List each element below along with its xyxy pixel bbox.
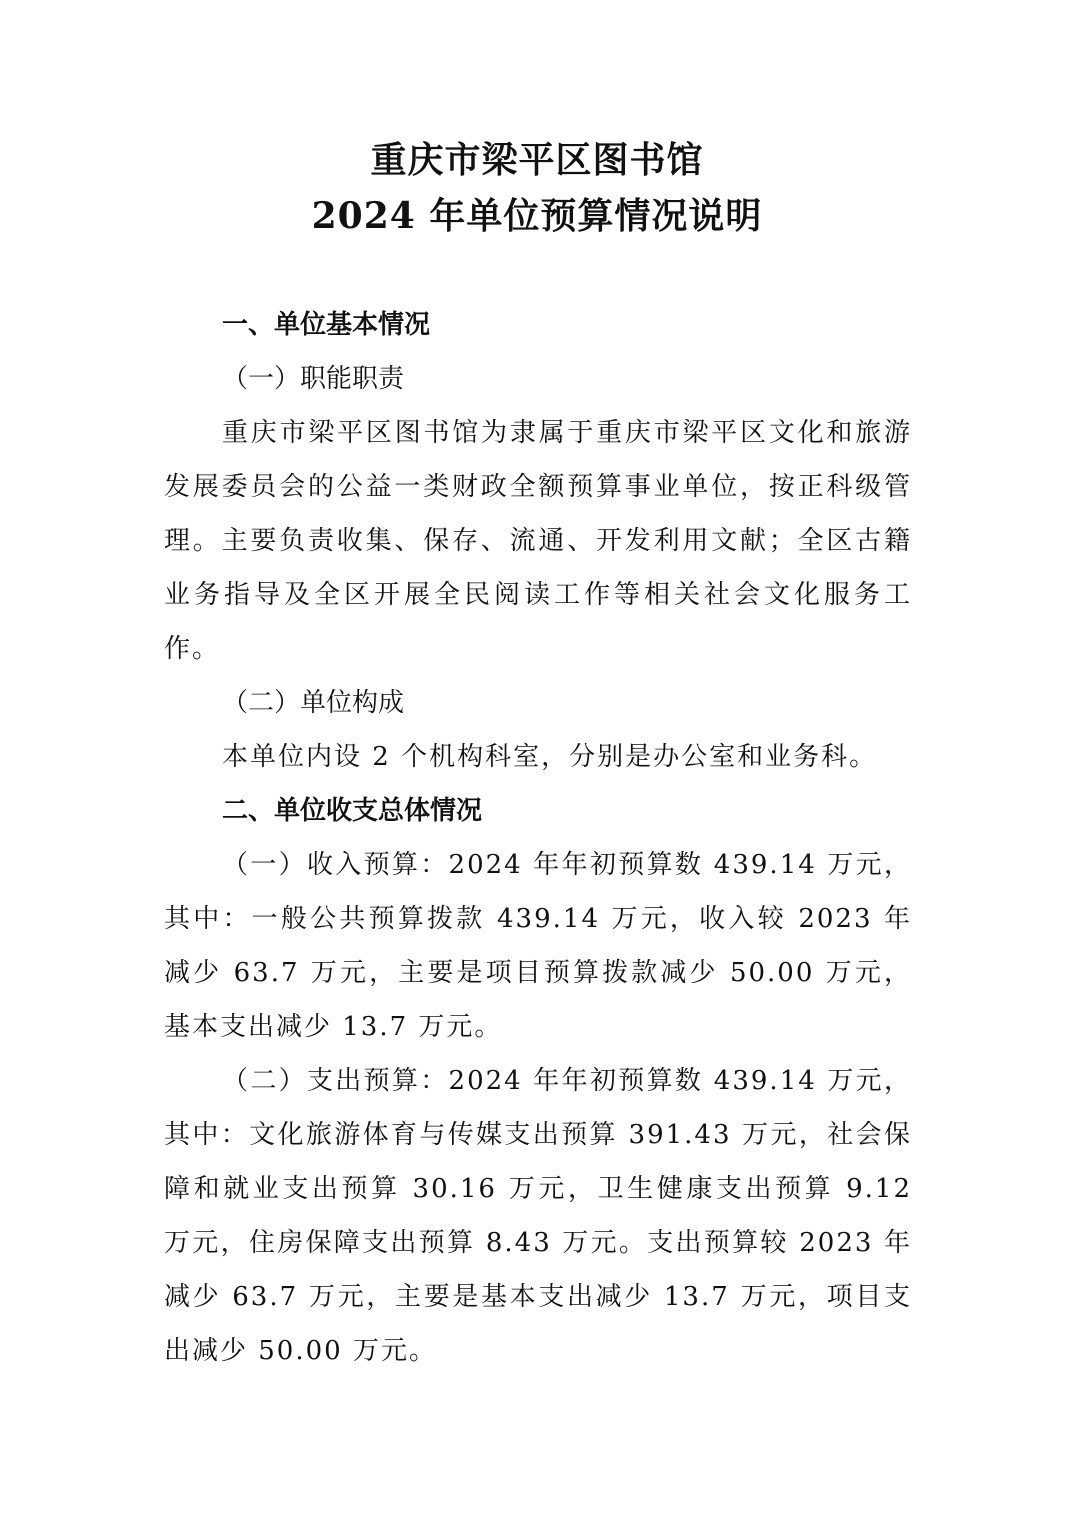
section-heading-overall: 二、单位收支总体情况 [222,796,483,826]
document-body [164,298,912,1378]
section-heading-basic-info: 一、单位基本情况 [222,310,431,340]
paragraph-functions: 重庆市梁平区图书馆为隶属于重庆市梁平区文化和旅游发展委员会的公益一类财政全额预算事业单位，按正科级管理。主要负责收集、保存、流通、开发利用文献；全区古籍业务指导及全区开展全民阅读工作等相关社会文化服务工作。 [164,418,912,664]
title-line-1: 重庆市梁平区图书馆 [370,139,704,181]
paragraph-income-budget: （一）收入预算：2024 年年初预算数 439.14 万元，其中：一般公共预算拨款 439.14 万元，收入较 2023 年减少 63.7 万元，主要是项目预算拨款减少 50.00 万元，基本支出减少 13.7 万元。 [164,850,912,1042]
title-line-2: 2024 年单位预算情况说明 [311,195,763,237]
subheading-composition: （二）单位构成 [222,688,405,718]
subheading-functions: （一）职能职责 [222,364,405,394]
paragraph-composition: 本单位内设 2 个机构科室，分别是办公室和业务科。 [222,742,878,772]
paragraph-expenditure-budget: （二）支出预算：2024 年年初预算数 439.14 万元，其中：文化旅游体育与传媒支出预算 391.43 万元，社会保障和就业支出预算 30.16 万元，卫生健康支出预算 9.12 万元，住房保障支出预算 8.43 万元。支出预算较 2023 年减少 63.7 万元，主要是基本支出减少 13.7 万元，项目支出减少 50.00 万元。 [164,1066,912,1366]
document-title [0,132,1074,244]
